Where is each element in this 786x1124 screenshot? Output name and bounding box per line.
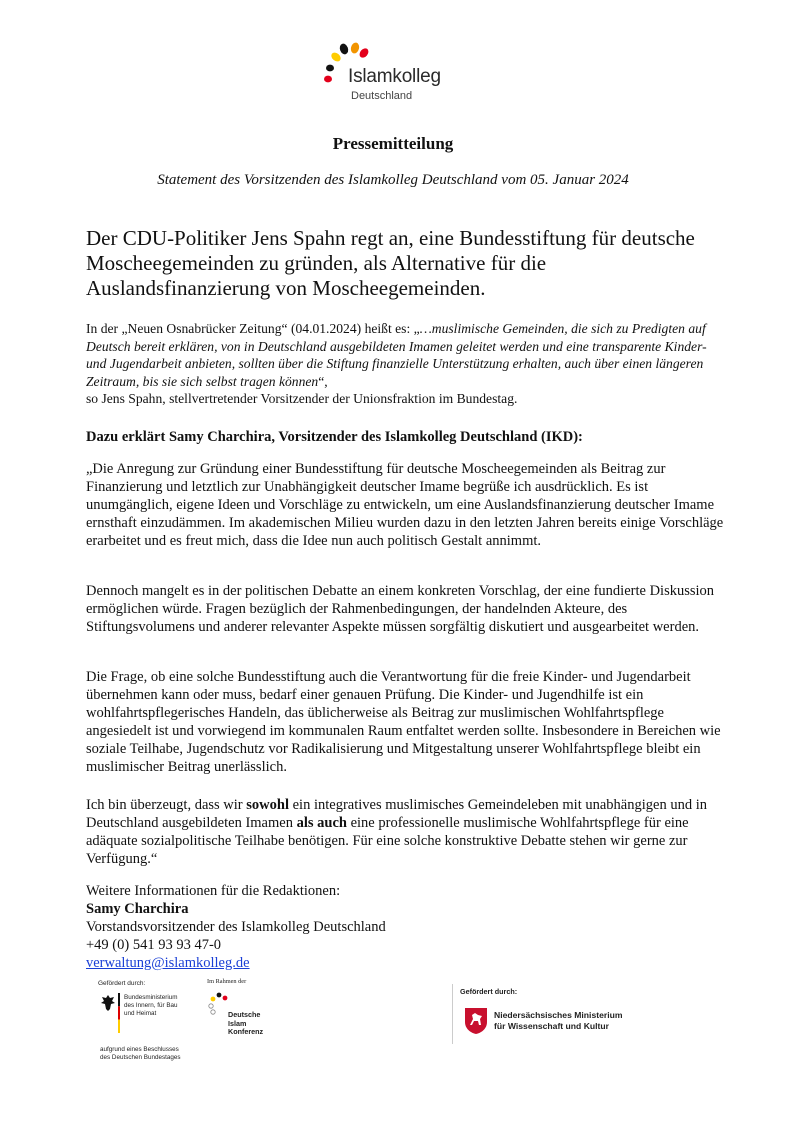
contact-role: Vorstandsvorsitzender des Islamkolleg Deutschland (86, 919, 386, 935)
dik-context-label: Im Rahmen der (207, 978, 247, 985)
intro-prefix: In der „Neuen Osnabrücker Zeitung“ (04.01.2024) heißt es: „ (86, 321, 420, 336)
intro-quote-end: “, (318, 373, 328, 389)
niedersachsen-horse-shield-icon (464, 1007, 488, 1035)
bmi-line-2: des Innern, für Bau (124, 1002, 178, 1009)
paragraph-1: „Die Anregung zur Gründung einer Bundesstiftung für deutsche Moscheegemeinden als Beitrag zur Finanzierung und letztlich zur Unabhängigkeit deutscher Imame begrüße ich ausdrücklich. Es ist unumgänglich, eigene Ideen und Vorschläge zu entwickeln, um eine Auslandsfinanzierung deutscher Imame ernsthaft einzudämmen. Im akademischen Milieu wurden dazu in den letzten Jahren bereits einige Vorschläge erarbeitet und es freut mich, dass die Idee nun auch politisch Gestalt annimmt. (86, 461, 724, 549)
bmi-note-1: aufgrund eines Beschlusses (100, 1046, 179, 1053)
bmi-note (100, 1046, 181, 1062)
logo-name: Islamkolleg (348, 66, 441, 87)
p4-text-e: eine professionelle muslimische Wohlfahrtspflege für eine adäquate sozialpolitische Teilhabe benötigen. Für eine solche konstruktive Debatte stehen wir gerne zur Verfügung.“ (86, 815, 689, 867)
paragraph-4 (86, 796, 726, 868)
p4-bold-als-auch: als auch (296, 815, 347, 831)
intro-attribution: so Jens Spahn, stellvertretender Vorsitzender der Unionsfraktion im Bundestag. (86, 391, 518, 406)
contact-phone: +49 (0) 541 93 93 47-0 (86, 937, 222, 953)
logo-subtitle: Deutschland (351, 90, 413, 102)
bmi-note-2: des Deutschen Bundestages (100, 1054, 181, 1061)
sponsor-divider (452, 984, 453, 1044)
contact-block (86, 882, 726, 972)
islamkolleg-logo (318, 40, 468, 104)
nds-ministry-name (494, 1010, 622, 1032)
paragraph-2: Dennoch mangelt es in der politischen Debatte an einem konkreten Vorschlag, der eine fundierte Diskussion ermöglichen würde. Fragen bezüglich der Rahmenbedingungen, der handelnden Akteure, des Stiftungsvolumens und anderer relevanter Aspekte müssen sorgfältig diskutiert und ausgearbeitet werden. (86, 583, 715, 635)
document-subtitle: Statement des Vorsitzenden des Islamkolleg Deutschland vom 05. Januar 2024 (157, 172, 629, 188)
paragraph-3: Die Frage, ob eine solche Bundesstiftung auch die Verantwortung für die freie Kinder- und Jugendarbeit übernehmen kann oder muss, bedarf einer genauen Prüfung. Die Kinder- und Jugendhilfe ist ein wohlfahrtspflegerisches Handeln, das üblicherweise als Beitrag zur muslimischen Wohlfahrtspflege angesiedelt ist und vorwiegend im kommunalen Raum entfaltet werden sollte. Insbesondere in Bereichen wie soziale Teilhabe, Jugendschutz vor Radikalisierung und Mitgestaltung unserer Wohlfahrtspflege bleibt ein muslimischer Beitrag unerlässlich. (86, 669, 721, 775)
bmi-name (124, 994, 178, 1018)
flag-bar-icon (118, 993, 120, 1033)
contact-email-link[interactable]: verwaltung@islamkolleg.de (86, 955, 250, 971)
bmi-line-1: Bundesministerium (124, 994, 178, 1001)
nds-line-2: für Wissenschaft und Kultur (494, 1021, 609, 1031)
nds-line-1: Niedersächsisches Ministerium (494, 1010, 623, 1020)
bmi-line-3: und Heimat (124, 1010, 157, 1017)
dik-line-3: Konferenz (228, 1027, 264, 1036)
p4-text-a: Ich bin überzeugt, dass wir (86, 797, 247, 813)
dik-line-2: Islam (228, 1018, 247, 1028)
contact-name: Samy Charchira (86, 901, 189, 917)
intro-paragraph (86, 320, 726, 408)
funded-by-label-2: Gefördert durch: (460, 987, 518, 996)
headline: Der CDU-Politiker Jens Spahn regt an, eine Bundesstiftung für deutsche Moscheegemeinden zu gründen, als Alternative für die Auslandsfinanzierung von Moscheegemeinden. (86, 226, 695, 300)
dik-name (228, 1011, 263, 1037)
contact-label: Weitere Informationen für die Redaktionen: (86, 883, 341, 899)
dik-dots-icon (207, 992, 229, 1016)
dik-line-1: Deutsche (228, 1010, 261, 1019)
federal-eagle-icon (100, 994, 116, 1012)
statement-intro: Dazu erklärt Samy Charchira, Vorsitzender des Islamkolleg Deutschland (IKD): (86, 429, 583, 445)
p4-bold-sowohl: sowohl (246, 797, 289, 813)
intro-quote: …muslimische Gemeinden, die sich zu Predigten auf Deutsch bereit erklären, von in Deutschland ausgebildeten Imamen geleitet werden und eine transparente Kinder- und Jugendarbeit anbieten, sollten über die Stiftung finanzielle Unterstützung erhalten, auch über einen längeren Zeitraum, bis sie sich selbst tragen können (86, 321, 707, 389)
p4-text-c: ein integratives muslimisches Gemeindeleben mit unabhängigen und in Deutschland ausgebildeten Imamen (86, 797, 707, 831)
document-title: Pressemitteilung (332, 134, 454, 153)
funded-by-label-1: Gefördert durch: (98, 980, 146, 987)
